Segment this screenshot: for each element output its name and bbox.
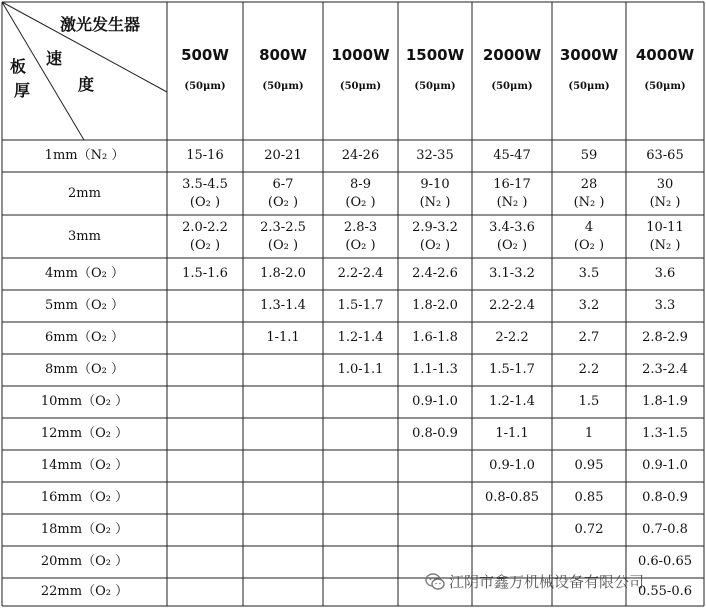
- row-label-text: 8mm（O₂ ）: [45, 362, 124, 377]
- column-header-focus: (50μm): [568, 81, 610, 92]
- table-cell-value: 1.0-1.1: [337, 362, 384, 377]
- table-cell: [167, 578, 243, 606]
- column-header: [552, 2, 626, 140]
- table-cell-value: 15-16: [186, 148, 224, 163]
- table-cell-value: 9-10: [420, 176, 450, 192]
- table-cell-value: 0.9-1.0: [412, 394, 458, 409]
- table-cell-value: 28: [580, 176, 598, 192]
- header-generator-label: 激光发生器: [60, 15, 141, 34]
- table-cell-value: (O₂ ): [189, 237, 221, 253]
- table-cell: [243, 140, 323, 172]
- table-cell-value: 16-17: [493, 176, 531, 192]
- table-cell-value: 3.5-4.5: [182, 176, 228, 192]
- table-cell: [472, 450, 552, 482]
- table-cell-value: (O₂ ): [267, 194, 299, 210]
- table-cell-value: 10-11: [646, 219, 684, 235]
- table-cell-value: 1.5-1.6: [182, 266, 228, 281]
- table-cell: [398, 418, 472, 450]
- table-cell: [626, 172, 704, 215]
- table-cell: [167, 418, 243, 450]
- column-header: [398, 2, 472, 140]
- table-cell: [167, 546, 243, 578]
- table-cell: [398, 482, 472, 514]
- table-cell: [243, 258, 323, 290]
- table-cell-value: 59: [580, 148, 598, 163]
- table-cell-value: (O₂ ): [267, 237, 299, 253]
- table-cell-value: 2.4-2.6: [412, 266, 458, 281]
- row-label: [2, 354, 167, 386]
- table-cell-value: (N₂ ): [419, 194, 451, 210]
- table-cell: [323, 290, 398, 322]
- table-cell: [626, 386, 704, 418]
- table-cell-value: 1.8-2.0: [412, 298, 458, 313]
- table-cell-value: 0.8-0.85: [484, 490, 539, 505]
- table-cell: [472, 215, 552, 258]
- row-label-text: 1mm（N₂ ）: [44, 148, 125, 163]
- table-cell-value: 1.8-2.0: [260, 266, 306, 281]
- row-label: [2, 258, 167, 290]
- table-cell-value: 1.2-1.4: [337, 330, 384, 345]
- table-cell: [323, 386, 398, 418]
- row-label-text: 5mm（O₂ ）: [45, 298, 124, 313]
- table-cell-value: 1.3-1.4: [260, 298, 306, 313]
- table-cell-value: 4: [584, 219, 594, 235]
- table-cell: [626, 450, 704, 482]
- table-cell-value: 1-1.1: [266, 330, 300, 345]
- table-cell: [243, 322, 323, 354]
- table-cell: [626, 290, 704, 322]
- table-cell: [323, 258, 398, 290]
- table-cell: [626, 258, 704, 290]
- table-cell: [398, 322, 472, 354]
- table-cell-value: 2.3-2.4: [642, 362, 688, 377]
- table-cell-value: 2.9-3.2: [412, 219, 458, 235]
- column-header-power: 1500W: [405, 46, 465, 64]
- table-cell: [323, 215, 398, 258]
- column-header: [626, 2, 704, 140]
- table-cell-value: 1.1-1.3: [412, 362, 458, 377]
- table-cell: [323, 354, 398, 386]
- row-label-text: 18mm（O₂ ）: [40, 522, 129, 537]
- table-cell: [398, 215, 472, 258]
- table-cell-value: 2.2-2.4: [337, 266, 384, 281]
- table-cell-value: 0.95: [574, 458, 604, 473]
- table-cell: [626, 140, 704, 172]
- table-cell-value: (N₂ ): [649, 194, 681, 210]
- table-cell-value: 1-1.1: [495, 426, 529, 441]
- table-cell-value: 3.6: [654, 266, 676, 281]
- column-header-focus: (50μm): [491, 81, 533, 92]
- table-cell: [243, 450, 323, 482]
- table-cell: [243, 354, 323, 386]
- table-cell: [167, 258, 243, 290]
- row-label-text: 3mm: [68, 228, 101, 244]
- column-header-focus: (50μm): [184, 81, 226, 92]
- table-cell: [398, 386, 472, 418]
- column-header: [243, 2, 323, 140]
- table-cell-value: 3.1-3.2: [489, 266, 535, 281]
- table-cell: [243, 514, 323, 546]
- table-cell-value: 24-26: [341, 148, 380, 163]
- table-cell-value: 2.8-2.9: [642, 330, 688, 345]
- row-label-text: 22mm（O₂ ）: [40, 584, 129, 599]
- table-cell: [323, 546, 398, 578]
- table-cell: [398, 258, 472, 290]
- row-label: [2, 290, 167, 322]
- row-label-text: 20mm（O₂ ）: [40, 554, 129, 569]
- table-cell-value: 0.72: [574, 522, 604, 537]
- table-cell: [472, 418, 552, 450]
- table-cell: [472, 482, 552, 514]
- table-cell: [243, 578, 323, 606]
- table-cell-value: 2.0-2.2: [182, 219, 228, 235]
- table-cell-value: 2.2-2.4: [489, 298, 535, 313]
- row-label: [2, 140, 167, 172]
- table-cell: [552, 354, 626, 386]
- table-cell-value: 45-47: [493, 148, 531, 163]
- table-cell-value: 1.5: [578, 394, 600, 409]
- table-cell: [626, 482, 704, 514]
- table-cell: [323, 140, 398, 172]
- table-cell-value: 2.3-2.5: [260, 219, 306, 235]
- table-cell-value: 20-21: [264, 148, 302, 163]
- table-cell-value: 1: [584, 426, 594, 441]
- table-cell: [167, 215, 243, 258]
- table-cell: [167, 322, 243, 354]
- table-cell-value: 1.3-1.5: [642, 426, 688, 441]
- table-cell: [626, 215, 704, 258]
- table-cell-value: (N₂ ): [573, 194, 605, 210]
- table-cell: [472, 172, 552, 215]
- table-cell-value: 3.4-3.6: [489, 219, 535, 235]
- table-cell: [323, 172, 398, 215]
- row-label-text: 10mm（O₂ ）: [40, 394, 129, 409]
- row-label: [2, 546, 167, 578]
- table-cell: [626, 514, 704, 546]
- row-label: [2, 322, 167, 354]
- column-header-focus: (50μm): [644, 81, 686, 92]
- table-cell: [552, 322, 626, 354]
- table-cell: [323, 418, 398, 450]
- table-cell-value: (O₂ ): [189, 194, 221, 210]
- table-cell-value: 63-65: [646, 148, 684, 163]
- watermark-text: 江阴市鑫万机械设备有限公司: [449, 573, 645, 591]
- table-cell: [167, 354, 243, 386]
- table-cell-value: 0.8-0.9: [642, 490, 688, 505]
- table-cell: [323, 322, 398, 354]
- table-cell: [243, 546, 323, 578]
- table-cell: [323, 482, 398, 514]
- header-thickness-label-1: 板: [10, 57, 27, 76]
- table-cell-value: 30: [656, 176, 674, 192]
- header-speed-label-2: 度: [78, 75, 95, 94]
- table-cell: [472, 514, 552, 546]
- column-header-power: 800W: [259, 46, 307, 64]
- table-cell: [552, 482, 626, 514]
- row-label: [2, 386, 167, 418]
- table-cell-value: (O₂ ): [496, 237, 528, 253]
- table-cell-value: 0.55-0.6: [637, 584, 692, 599]
- table-cell: [167, 386, 243, 418]
- table-cell: [323, 450, 398, 482]
- table-cell-value: 0.9-1.0: [489, 458, 535, 473]
- table-cell: [552, 140, 626, 172]
- table-cell: [398, 514, 472, 546]
- column-header-power: 3000W: [559, 46, 619, 64]
- row-label: [2, 482, 167, 514]
- column-header-power: 2000W: [482, 46, 542, 64]
- table-cell: [472, 386, 552, 418]
- table-cell-value: (O₂ ): [345, 194, 376, 210]
- table-cell-value: 0.7-0.8: [642, 522, 688, 537]
- row-label-text: 16mm（O₂ ）: [40, 490, 129, 505]
- table-cell: [552, 386, 626, 418]
- row-label-text: 2mm: [68, 185, 101, 201]
- table-cell: [552, 172, 626, 215]
- table-cell: [398, 140, 472, 172]
- table-cell-value: 3.2: [578, 298, 600, 313]
- wechat-logo-icon: [425, 572, 445, 592]
- row-label: [2, 450, 167, 482]
- table-cell: [552, 258, 626, 290]
- column-header-power: 4000W: [635, 46, 695, 64]
- table-cell: [167, 290, 243, 322]
- table-cell: [626, 418, 704, 450]
- column-header-focus: (50μm): [262, 81, 304, 92]
- table-cell: [167, 450, 243, 482]
- table-cell-value: 1.8-1.9: [642, 394, 688, 409]
- table-cell: [472, 322, 552, 354]
- table-cell-value: (O₂ ): [345, 237, 376, 253]
- table-cell-value: 1.6-1.8: [412, 330, 458, 345]
- row-label-text: 14mm（O₂ ）: [40, 458, 129, 473]
- table-cell-value: 1.5-1.7: [489, 362, 535, 377]
- table-cell-value: (O₂ ): [573, 237, 605, 253]
- column-header-focus: (50μm): [414, 81, 456, 92]
- table-cell: [472, 290, 552, 322]
- table-cell: [552, 215, 626, 258]
- row-label-text: 4mm（O₂ ）: [45, 266, 124, 281]
- table-cell: [243, 482, 323, 514]
- column-header-power: 1000W: [331, 46, 390, 64]
- row-label-text: 6mm（O₂ ）: [45, 330, 124, 345]
- table-cell: [167, 514, 243, 546]
- table-cell-value: 2.2: [578, 362, 600, 377]
- row-label: [2, 172, 167, 215]
- table-cell-value: 2-2.2: [495, 330, 529, 345]
- row-label-text: 12mm（O₂ ）: [40, 426, 129, 441]
- column-header-focus: (50μm): [339, 81, 382, 92]
- table-cell-value: 32-35: [416, 148, 454, 163]
- table-cell-value: 3.5: [578, 266, 600, 281]
- table-cell: [167, 482, 243, 514]
- table-cell-value: 3.3: [654, 298, 676, 313]
- table-cell: [472, 140, 552, 172]
- table-cell: [552, 514, 626, 546]
- table-cell-value: 8-9: [350, 176, 371, 192]
- column-header: [323, 2, 398, 140]
- table-cell: [626, 354, 704, 386]
- table-cell: [243, 215, 323, 258]
- table-cell-value: 2.7: [578, 330, 600, 345]
- row-label: [2, 215, 167, 258]
- column-header: [167, 2, 243, 140]
- table-cell: [398, 290, 472, 322]
- table-cell: [552, 450, 626, 482]
- row-label: [2, 578, 167, 606]
- table-cell: [626, 322, 704, 354]
- table-cell-value: 0.6-0.65: [637, 554, 692, 569]
- table-cell: [552, 290, 626, 322]
- header-speed-label-1: 速: [46, 49, 63, 68]
- header-thickness-label-2: 厚: [14, 81, 31, 100]
- table-cell-value: (O₂ ): [419, 237, 451, 253]
- table-cell-value: (N₂ ): [496, 194, 528, 210]
- table-cell: [323, 578, 398, 606]
- table-cell-value: 0.8-0.9: [412, 426, 458, 441]
- table-cell: [398, 450, 472, 482]
- table-cell: [243, 290, 323, 322]
- row-label: [2, 418, 167, 450]
- table-cell: [243, 172, 323, 215]
- table-cell: [472, 258, 552, 290]
- row-label: [2, 514, 167, 546]
- table-cell: [552, 418, 626, 450]
- table-cell: [243, 386, 323, 418]
- table-cell-value: 0.85: [574, 490, 604, 505]
- table-cell: [472, 354, 552, 386]
- table-cell-value: (N₂ ): [649, 237, 681, 253]
- table-cell-value: 1.5-1.7: [337, 298, 384, 313]
- table-cell: [323, 514, 398, 546]
- table-cell-value: 2.8-3: [343, 219, 378, 235]
- table-cell: [167, 172, 243, 215]
- table-cell: [167, 140, 243, 172]
- table-cell: [398, 172, 472, 215]
- column-header: [472, 2, 552, 140]
- watermark: [425, 571, 644, 592]
- table-cell-value: 6-7: [272, 176, 294, 192]
- table-cell: [398, 354, 472, 386]
- table-cell-value: 1.2-1.4: [489, 394, 535, 409]
- table-cell: [243, 418, 323, 450]
- column-header-power: 500W: [181, 46, 229, 64]
- table-cell-value: 0.9-1.0: [642, 458, 688, 473]
